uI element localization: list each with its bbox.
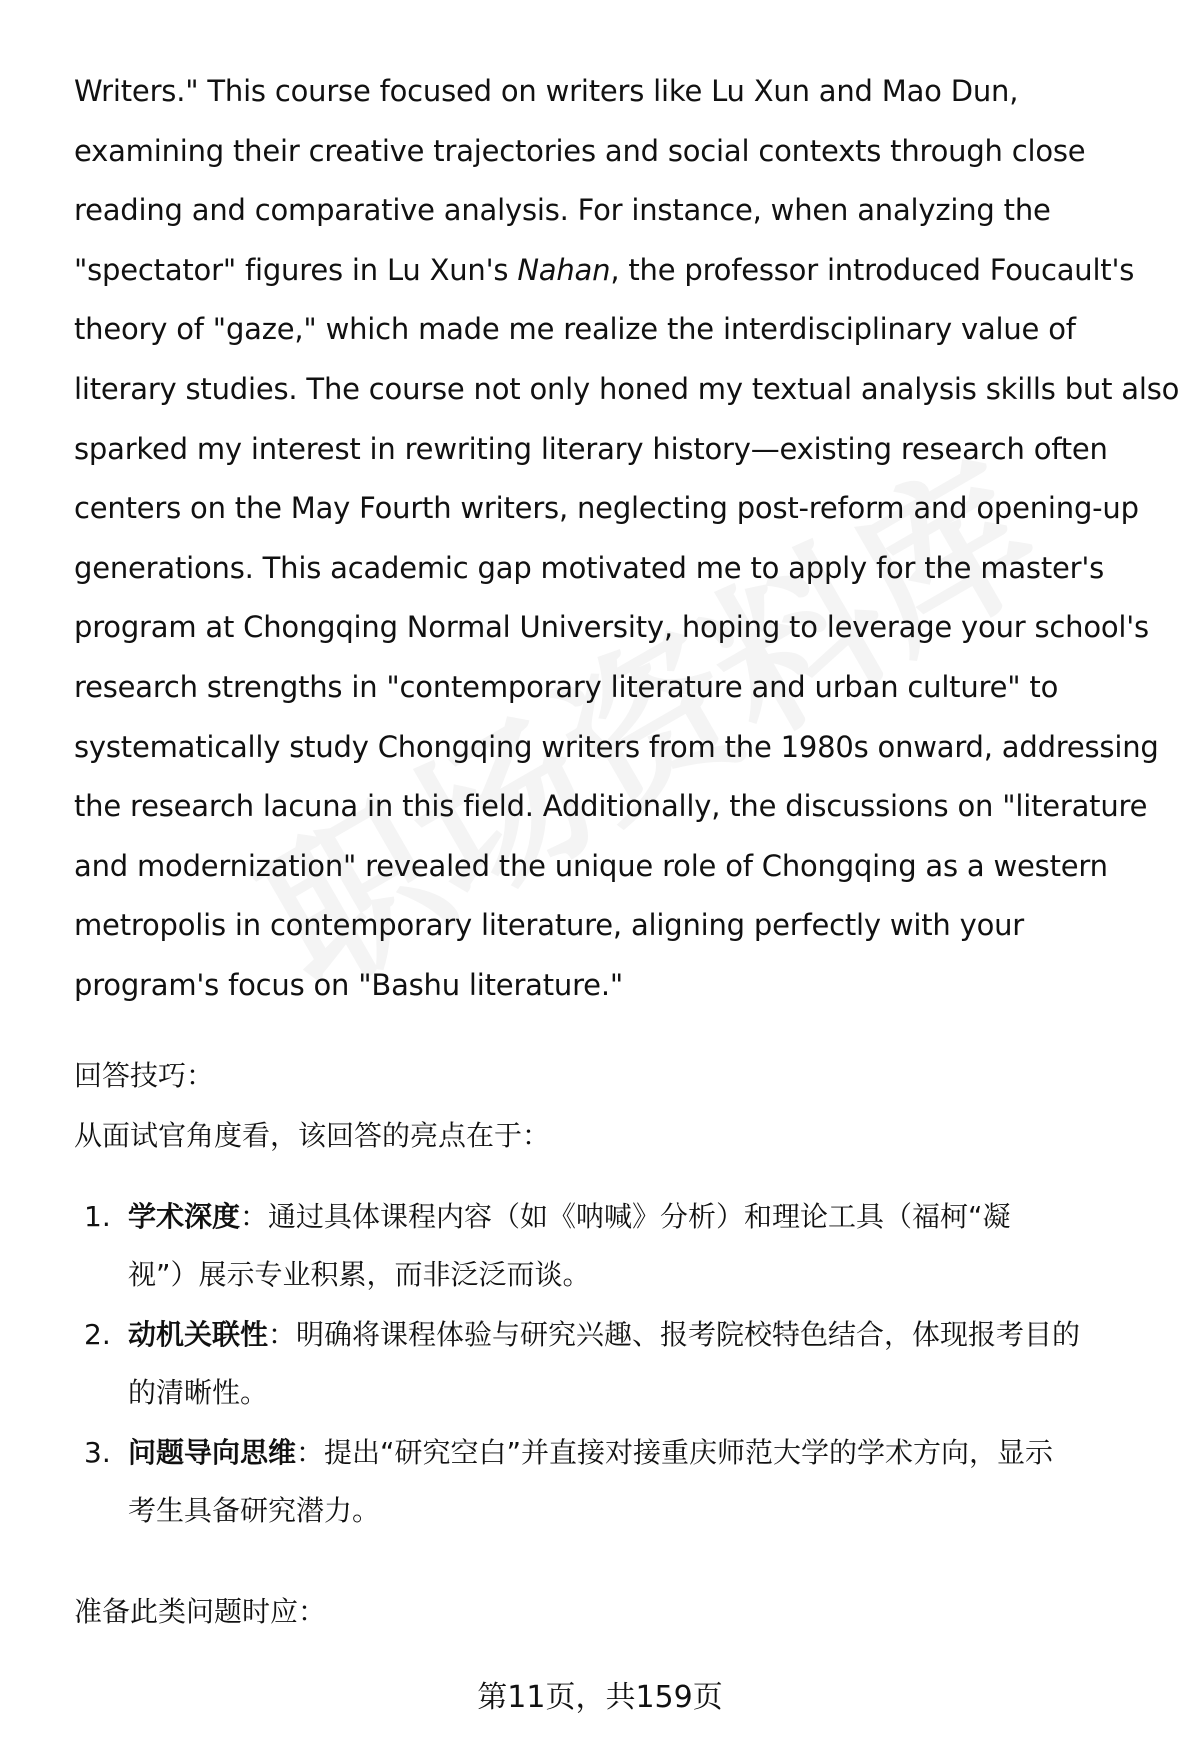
list-item-text: ：提出“研究空白”并直接对接重庆师范大学的学术方向，显示 (296, 1436, 1054, 1469)
paragraph-line: program at Chongqing Normal University, hoping to leverage your school's (74, 610, 1149, 645)
paragraph-line: theory of "gaze," which made me realize the interdisciplinary value of (74, 312, 1076, 347)
page-footer: 第11页，共159页 (477, 1680, 723, 1715)
paragraph-line: metropolis in contemporary literature, aligning perfectly with your (74, 908, 1025, 943)
paragraph-line: the research lacuna in this field. Additionally, the discussions on "literature (74, 789, 1148, 824)
tips-heading: 回答技巧： (74, 1059, 215, 1092)
list-item-title: 动机关联性 (128, 1318, 269, 1351)
list-number: 2. (84, 1318, 111, 1351)
list-item (74, 1424, 1164, 1540)
list-item (74, 1306, 1164, 1422)
tips-intro: 从面试官角度看，该回答的亮点在于： (74, 1119, 551, 1152)
paragraph-line: and modernization" revealed the unique role of Chongqing as a western (74, 848, 1108, 883)
paragraph-line: generations. This academic gap motivated me to apply for the master's (74, 550, 1105, 585)
list-item-text: ：明确将课程体验与研究兴趣、报考院校特色结合，体现报考目的 (268, 1318, 1081, 1351)
list-item-line: 的清晰性。 (128, 1376, 269, 1409)
list-item-line (128, 1188, 1164, 1246)
list-item-line: 视”）展示专业积累，而非泛泛而谈。 (128, 1258, 591, 1291)
book-title-italic: Nahan (517, 252, 611, 287)
paragraph-line: program's focus on "Bashu literature." (74, 967, 623, 1002)
paragraph-line: sparked my interest in rewriting literary history—existing research often (74, 431, 1108, 466)
list-item-line (128, 1424, 1164, 1482)
highlights-list (74, 1188, 1164, 1542)
paragraph-line: literary studies. The course not only honed my textual analysis skills but also (74, 371, 1180, 406)
list-number: 1. (84, 1200, 111, 1233)
list-number: 3. (84, 1436, 111, 1469)
paragraph-line (74, 241, 1164, 301)
list-item-text: ：通过具体课程内容（如《呐喊》分析）和理论工具（福柯“凝 (240, 1200, 1011, 1233)
paragraph-line: reading and comparative analysis. For instance, when analyzing the (74, 193, 1051, 228)
answer-paragraph (74, 62, 1180, 1016)
paragraph-line: Writers." This course focused on writers like Lu Xun and Mao Dun, (74, 74, 1019, 108)
list-item-line (128, 1306, 1164, 1364)
paragraph-line: centers on the May Fourth writers, neglecting post-reform and opening-up (74, 491, 1139, 526)
list-item-title: 问题导向思维 (128, 1436, 297, 1469)
list-item-title: 学术深度 (128, 1200, 241, 1233)
paragraph-line: examining their creative trajectories and social contexts through close (74, 133, 1086, 168)
paragraph-line: research strengths in "contemporary literature and urban culture" to (74, 669, 1059, 704)
list-item-line: 考生具备研究潜力。 (128, 1494, 381, 1527)
paragraph-line: systematically study Chongqing writers from the 1980s onward, addressing (74, 729, 1159, 764)
prep-heading: 准备此类问题时应： (74, 1595, 327, 1628)
paragraph-text: "spectator" figures in Lu Xun's (74, 252, 518, 287)
paragraph-text: , the professor introduced Foucault's (610, 252, 1135, 287)
list-item (74, 1188, 1164, 1304)
